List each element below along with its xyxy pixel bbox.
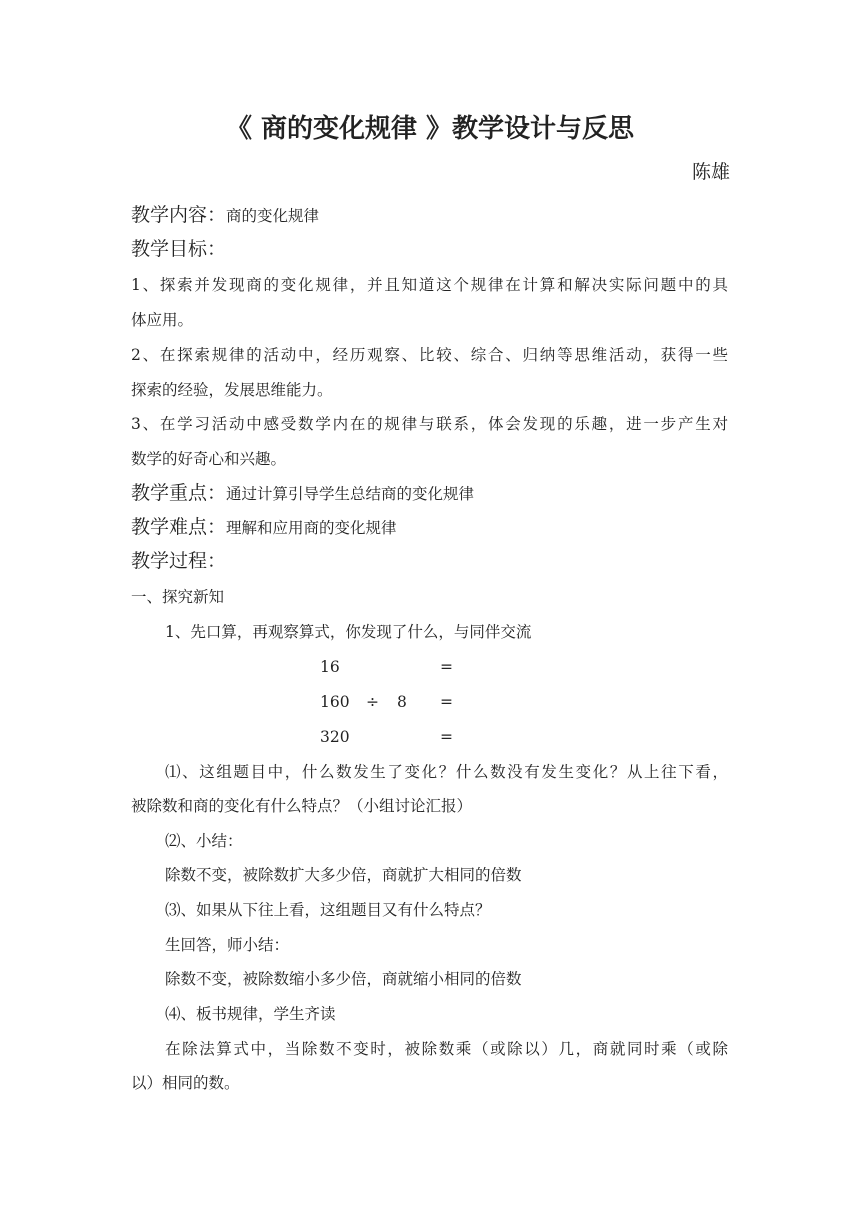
question-2: ⑵、小结： (165, 832, 243, 850)
question-4: ⑷、板书规律，学生齐读 (165, 1005, 336, 1023)
section-1-heading: 一、探究新知 (131, 588, 225, 606)
rule-line-1: 在除法算式中，当除数不变时，被除数乘（或除以）几，商就同时乘（或除 (165, 1040, 728, 1058)
step-1-text: 1、先口算，再观察算式，你发现了什么，与同伴交流 (165, 623, 532, 641)
key-point-label: 教学重点： (131, 482, 227, 504)
dividend-1: 16 (320, 658, 340, 676)
equals-sign-1: = (440, 658, 453, 676)
objective-2-line-2: 探索的经验，发展思维能力。 (131, 381, 333, 399)
equals-sign-3: = (440, 728, 453, 746)
summary-1: 除数不变，被除数扩大多少倍，商就扩大相同的倍数 (165, 866, 522, 884)
key-point-value: 通过计算引导学生总结商的变化规律 (226, 485, 475, 503)
dividend-2: 160 (320, 693, 350, 711)
dividend-3: 320 (320, 728, 350, 746)
difficulty-label: 教学难点： (131, 516, 227, 538)
answer-intro: 生回答，师小结： (165, 936, 290, 954)
content-label: 教学内容： (131, 204, 227, 226)
division-sign: ÷ (366, 693, 379, 711)
summary-2: 除数不变，被除数缩小多少倍，商就缩小相同的倍数 (165, 970, 522, 988)
objective-2-line-1: 2、在探索规律的活动中，经历观察、比较、综合、归纳等思维活动，获得一些 (131, 346, 728, 364)
question-1-line-2: 被除数和商的变化有什么特点？（小组讨论汇报） (131, 797, 473, 815)
objective-3-line-2: 数学的好奇心和兴趣。 (131, 450, 287, 468)
rule-line-2: 以）相同的数。 (131, 1074, 240, 1092)
divisor: 8 (397, 693, 407, 711)
objective-3-line-1: 3、在学习活动中感受数学内在的规律与联系，体会发现的乐趣，进一步产生对 (131, 415, 728, 433)
key-point-row (131, 480, 474, 507)
objectives-label: 教学目标： (131, 238, 227, 260)
content-row (131, 202, 319, 229)
difficulty-row (131, 514, 397, 541)
difficulty-value: 理解和应用商的变化规律 (226, 519, 397, 537)
question-1-line-1: ⑴、这组题目中，什么数发生了变化？什么数没有发生变化？从上往下看， (165, 763, 728, 781)
equals-sign-2: = (440, 693, 453, 711)
process-label: 教学过程： (131, 550, 227, 572)
author-name: 陈雄 (691, 161, 730, 183)
question-3: ⑶、如果从下往上看，这组题目又有什么特点？ (165, 901, 491, 919)
objective-1-line-2: 体应用。 (131, 311, 194, 329)
content-value: 商的变化规律 (226, 207, 320, 225)
document-title: 《 商的变化规律 》教学设计与反思 (225, 114, 635, 144)
objective-1-line-1: 1、探索并发现商的变化规律，并且知道这个规律在计算和解决实际问题中的具 (131, 276, 728, 294)
